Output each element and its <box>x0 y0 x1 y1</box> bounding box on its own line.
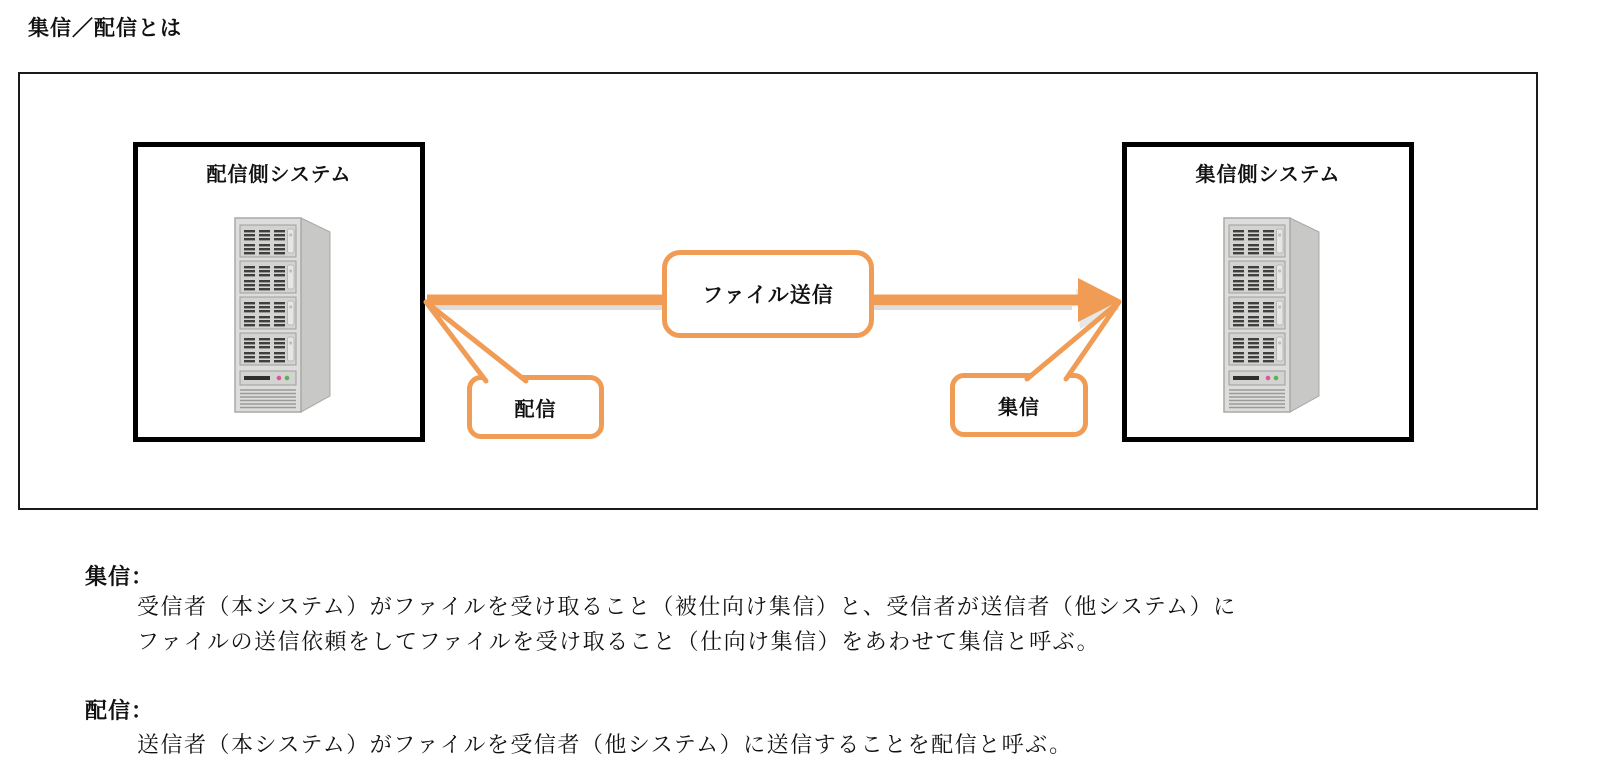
server-tower-icon <box>1209 215 1327 415</box>
collection-callout <box>950 373 1088 437</box>
page-title: 集信／配信とは <box>28 16 182 40</box>
receiver-system-label: 集信側システム <box>1195 164 1341 186</box>
file-transfer-label: ファイル送信 <box>702 284 834 307</box>
sender-system-box <box>133 142 425 442</box>
collection-line-1: 受信者（本システム）がファイルを受け取ること（被仕向け集信）と、受信者が送信者（他システム）に <box>137 594 1237 619</box>
collection-line-2: ファイルの送信依頼をしてファイルを受け取ること（仕向け集信）をあわせて集信と呼ぶ。 <box>137 629 1101 654</box>
collection-term: 集信： <box>85 564 155 589</box>
delivery-line-1: 送信者（本システム）がファイルを受信者（他システム）に送信することを配信と呼ぶ。 <box>137 732 1073 757</box>
file-transfer-label-box <box>662 250 874 338</box>
receiver-system-box <box>1122 142 1414 442</box>
sender-system-label: 配信側システム <box>206 164 352 186</box>
delivery-term: 配信： <box>85 698 155 723</box>
server-tower-icon <box>220 215 338 415</box>
collection-callout-label: 集信 <box>998 396 1040 419</box>
delivery-callout-label: 配信 <box>514 398 557 421</box>
delivery-callout <box>467 375 604 439</box>
